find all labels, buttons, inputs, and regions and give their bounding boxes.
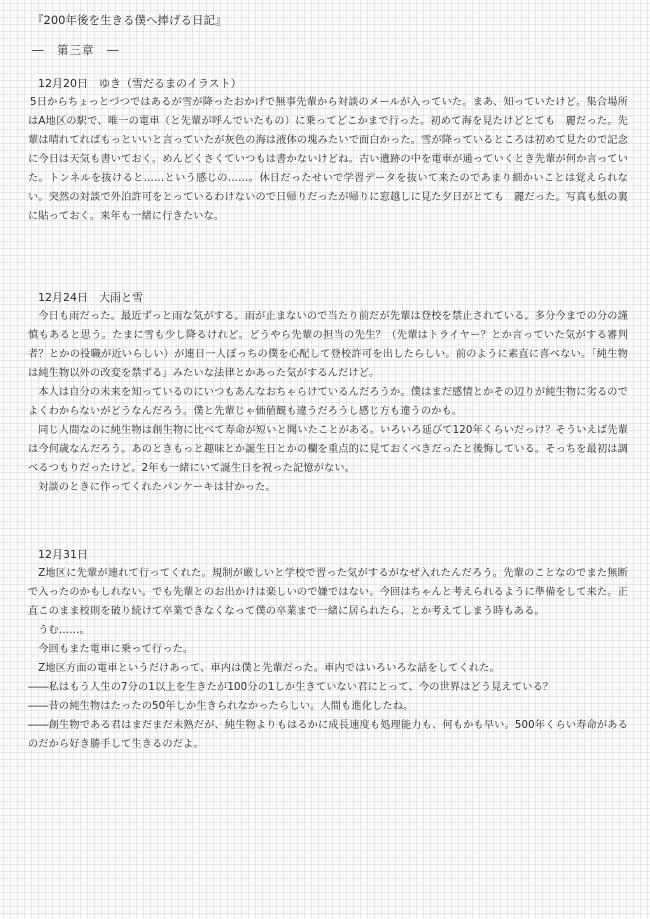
dialogue-line: ――創生物である君はまだまだ未熟だが、純生物よりもはるかに成長速度も処理能力も、何もかも早い。500年くらい寿命があるのだから好き勝手して生きるのだよ。 — [28, 720, 628, 750]
entry-paragraph: 5日からちょっとづつではあるが雪が降ったおかげで無事先輩から対談のメールが入っていた。まあ、知っていたけど。集合場所はA地区の駅で、唯一の電車（と先輩が呼んでいたもの）に乗ってどこかまで行った。初めて海を見たけどとても 麗だった。先輩は晴れてればもっといいと言っていたが灰色の海は液体の塊みたいで面白かった。雪が降っているところは初めて見たので記念に今日は天気も書いておく。めんどくさくていつもは書かないけどね。古い遺跡の中を電車が通っていくとき先輩が何か言っていた。トンネルを抜けると……という感じの……。休日だったせいで学習データを抜いて来たのであまり細かいことは覚えられない。突然の対談で外泊許可をとっているわけないので日帰りだったが帰りに窓越しに見た夕日がとても 麗だった。写真も紙の裏に貼っておく。来年も一緒に行きたいな。 — [28, 97, 628, 222]
spacer — [28, 497, 628, 531]
spacer — [28, 226, 628, 274]
entry-paragraph: Z地区方面の電車というだけあって、車内は僕と先輩だった。車内ではいろいろな話をしてくれた。 — [38, 663, 500, 674]
dialogue-line: ――昔の純生物はたったの50年しか生きられなかったらしい。人間も進化したね。 — [28, 701, 414, 712]
diary-title: 『200年後を生きる僕へ捧げる日記』 — [32, 13, 227, 27]
entry-paragraph: 同じ人間なのに純生物は創生物に比べて寿命が短いと聞いたことがある。いろいろ延びて120年くらいだっけ？そういえば先輩は今何歳なんだろう。あのときもっと趣味とか誕生日とかの欄を重点的に見ておくべきだったと後悔している。そっちを最初は調べるつもりだったけど。2年も一緒にいて誕生日を祝った記憶がない。 — [28, 425, 628, 474]
entry-date-header: 12月20日 ゆき（雪だるまのイラスト） — [38, 77, 242, 90]
entry-paragraph: うむ……。 — [38, 625, 90, 636]
diary-page — [28, 10, 628, 754]
diary-entry-dec24 — [28, 288, 628, 497]
dialogue-line: ――私はもう人生の7分の1以上を生きたが100分の1しか生きていない君にとって、今の世界はどう見えている？ — [28, 682, 554, 693]
chapter-heading: ― 第三章 ― — [32, 43, 120, 57]
entry-paragraph: 今回もまた電車に乗って行った。 — [38, 644, 194, 655]
entry-paragraph: 本人は自分の未来を知っているのにいつもあんなおちゃらけているんだろうか。僕はまだ感情とかその辺りが純生物に劣るのでよくわからないがどうなんだろう。僕と先輩じゃ価値観も違うだろうし感じ方も違うのかも。 — [28, 387, 628, 417]
entry-paragraph: 今日も雨だった。最近ずっと雨な気がする。雨が止まないので当たり前だが先輩は登校を禁止されている。多分今までの分の謹慎もあると思う。たまに雪も少し降るけれど。どうやら先輩の担当の先生？（先輩はトライヤー？とか言っていた気がする審判者？とかの役職が近いらしい）が連日一人ぼっちの僕を心配して登校許可を出したらしい。前のように素直に喜べない。「純生物は純生物以外の改変を禁ずる」みたいな法律とかあった気がするんだけど。 — [28, 311, 628, 379]
entry-paragraph: Z地区に先輩が連れて行ってくれた。規制が厳しいと学校で習った気がするがなぜ入れたんだろう。先輩のことなのでまた無断で入ったのかもしれない。でも先輩とのお出かけは楽しいので嫌ではない。今回はちゃんと考えられるように準備をして来た。正直このまま校則を破り続けて卒業できなくなって僕の卒業まで一緒に居られたら、とか考えてしまう時もある。 — [28, 568, 628, 617]
entry-date-header: 12月24日 大雨と雪 — [38, 291, 143, 304]
entry-paragraph: 対談のときに作ってくれたパンケーキは甘かった。 — [38, 482, 276, 493]
entry-date-header: 12月31日 — [38, 548, 88, 561]
diary-entry-dec20 — [28, 74, 628, 226]
diary-entry-dec31 — [28, 545, 628, 754]
